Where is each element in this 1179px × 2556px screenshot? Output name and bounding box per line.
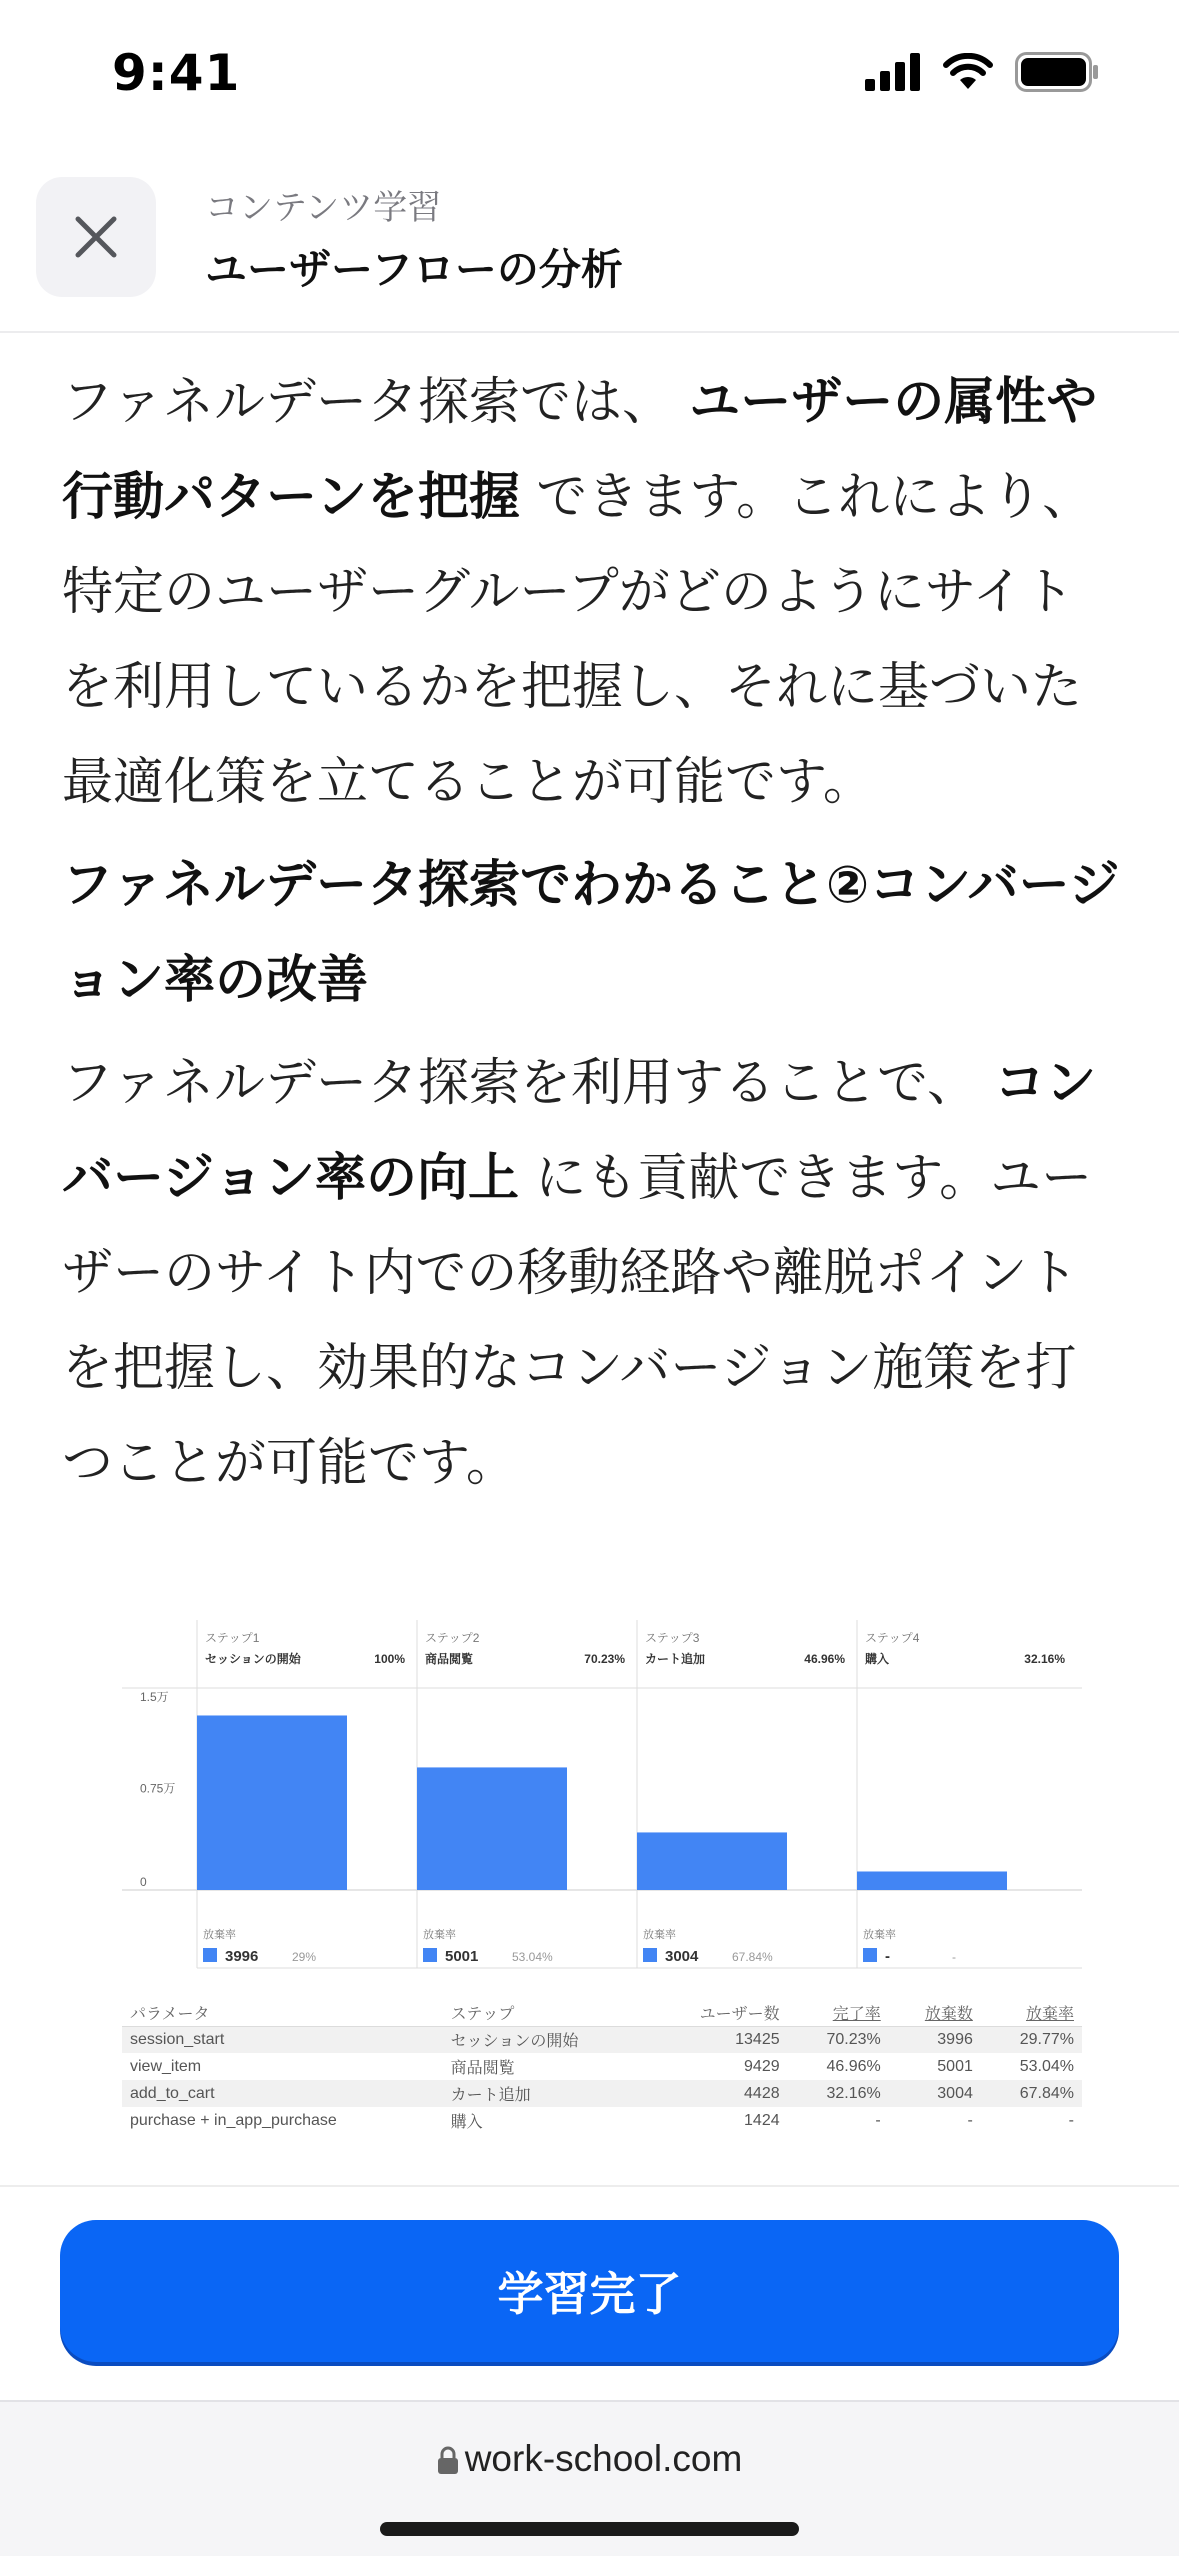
paragraph-2-text-b: にも貢献できます。ユーザーのサイト内での移動経路や離脱ポイントを把握し、効果的なコンバージョン施策を打つことが可能です。 [62,1149,1093,1493]
table-cell: 5001 [937,2057,973,2075]
status-time: 9:41 [112,44,241,102]
url-text: work-school.com [464,2438,743,2479]
abandon-rate: 53.04% [512,1950,553,1964]
table-cell: カート追加 [443,2080,650,2107]
paragraph-2-bold: コンバージョン率の向上 [62,1054,1097,1208]
section-heading: ファネルデータ探索でわかること②コンバージョン率の改善 [62,856,1120,1010]
table-row [122,2080,1082,2107]
table-cell: view_item [130,2057,202,2075]
table-header-cell[interactable]: 放棄率 [981,2000,1082,2026]
funnel-chart [122,1620,1082,1990]
step-label: ステップ2 [425,1631,480,1645]
table-cell: 9429 [744,2057,780,2075]
table-row [122,2107,1082,2134]
step-label: ステップ3 [645,1631,700,1645]
table-header-cell: ユーザー数 [649,2000,787,2026]
table-cell: 1424 [744,2111,780,2129]
table-cell: 70.23% [788,2026,889,2053]
abandon-count: - [885,1948,890,1965]
paragraph-2 [62,1036,1122,1511]
funnel-chart-figure [122,1620,1082,2140]
funnel-bar [857,1871,1007,1890]
table-header-cell[interactable]: 完了率 [788,2000,889,2026]
url-display[interactable] [0,2438,1179,2480]
abandon-label: 放棄率 [423,1929,456,1941]
table-cell: - [1068,2111,1074,2129]
wifi-icon [943,53,993,91]
abandon-label: 放棄率 [643,1929,676,1941]
table-cell: 67.84% [981,2080,1082,2107]
table-cell: 3996 [889,2026,981,2053]
status-icons [865,52,1099,92]
funnel-bar [417,1767,567,1890]
home-indicator [380,2522,799,2536]
abandon-rate: 67.84% [732,1950,773,1964]
close-icon [74,215,118,259]
table-cell: 商品閲覧 [450,2060,515,2077]
complete-learning-button[interactable]: 学習完了 [60,2220,1119,2362]
abandon-swatch [203,1948,217,1962]
abandon-count: 5001 [445,1948,479,1965]
table-cell: - [875,2111,881,2129]
status-bar [0,0,1179,155]
table-cell: 3004 [889,2080,981,2107]
funnel-bar [637,1832,787,1890]
y-tick-label: 1.5万 [140,1690,169,1704]
y-tick-label: 0 [140,1875,147,1889]
divider [0,2185,1179,2187]
y-tick-label: 0.75万 [140,1781,176,1796]
step-name: カート追加 [645,1652,706,1666]
table-cell: セッションの開始 [443,2026,650,2053]
table-header-cell[interactable]: 放棄数 [889,2000,981,2026]
table-cell: purchase + in_app_purchase [130,2111,337,2129]
table-header-cell: パラメータ [122,2000,443,2026]
cellular-signal-icon [865,53,921,91]
paragraph-1-text-b: できます。これにより、特定のユーザーグループがどのようにサイトを利用しているかを把握し、それに基づいた最適化策を立てることが可能です。 [62,468,1094,812]
header-subtitle: コンテンツ学習 [205,188,442,228]
table-cell: 29.77% [981,2026,1082,2053]
header [0,155,1179,333]
funnel-bar [197,1715,347,1890]
table-cell: 4428 [649,2080,787,2107]
step-completion-rate: 70.23% [584,1652,625,1666]
table-cell: 32.16% [788,2080,889,2107]
abandon-count: 3996 [225,1948,259,1965]
table-cell: 13425 [649,2026,787,2053]
article-body [62,355,1122,1511]
step-label: ステップ1 [205,1631,260,1645]
abandon-swatch [423,1948,437,1962]
abandon-label: 放棄率 [203,1929,236,1941]
funnel-parameter-table [122,2000,1082,2134]
table-cell: 53.04% [1019,2057,1074,2075]
table-cell: add_to_cart [122,2080,443,2107]
table-header-cell: ステップ [443,2000,650,2026]
battery-icon [1015,52,1099,92]
table-header-row [122,2000,1082,2026]
close-button[interactable] [36,177,156,297]
paragraph-2-text-a: ファネルデータ探索を利用することで、 [62,1054,978,1113]
table-cell: 購入 [450,2114,483,2131]
table-row [122,2026,1082,2053]
lock-icon [437,2445,459,2475]
browser-address-bar[interactable] [0,2400,1179,2556]
table-row [122,2053,1082,2080]
step-label: ステップ4 [865,1631,920,1645]
abandon-rate: - [952,1950,956,1964]
paragraph-1-bold: ユーザーの属性や行動パターンを把握 [62,373,1098,527]
abandon-swatch [863,1948,877,1962]
step-name: 商品閲覧 [425,1652,474,1666]
step-name: 購入 [865,1652,890,1666]
abandon-swatch [643,1948,657,1962]
table-cell: 46.96% [826,2057,881,2075]
abandon-count: 3004 [665,1948,699,1965]
step-name: セッションの開始 [205,1652,301,1666]
paragraph-1 [62,355,1122,830]
paragraph-1-text-a: ファネルデータ探索では、 [62,373,673,432]
step-completion-rate: 32.16% [1024,1652,1065,1666]
table-cell: session_start [122,2026,443,2053]
step-completion-rate: 100% [374,1652,405,1666]
abandon-rate: 29% [292,1950,317,1964]
step-completion-rate: 46.96% [804,1652,845,1666]
page-title: ユーザーフローの分析 [205,245,623,294]
abandon-label: 放棄率 [863,1929,896,1941]
table-cell: - [967,2111,973,2129]
